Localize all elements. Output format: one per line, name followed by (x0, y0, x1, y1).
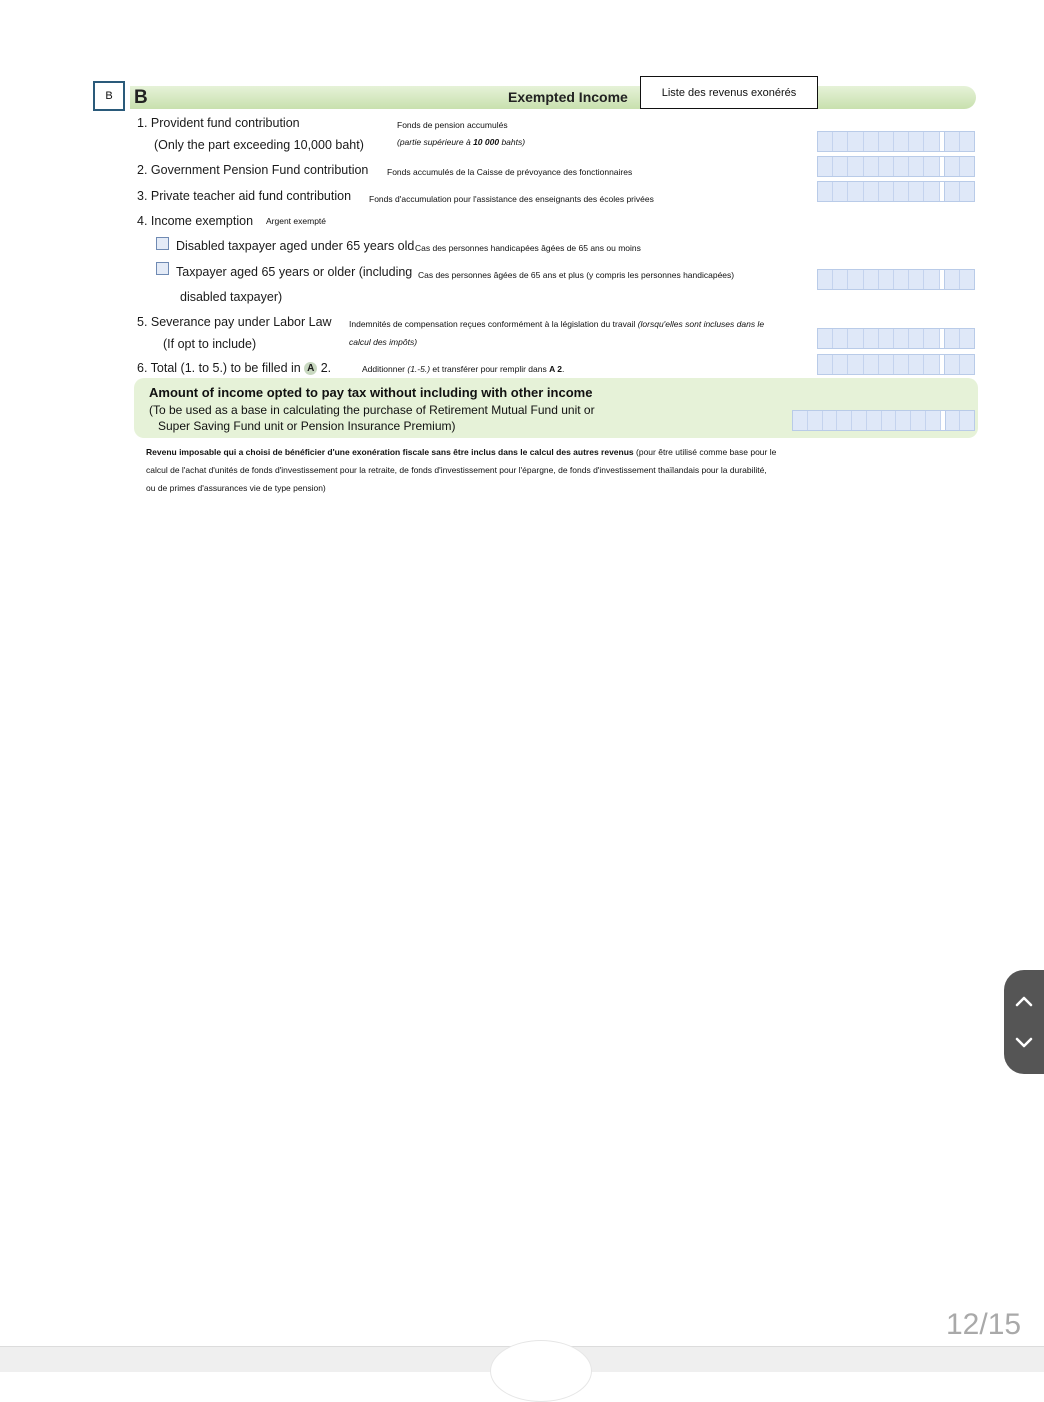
item-6-label: 6. Total (1. to 5.) to be filled in A 2. (137, 361, 332, 375)
item-6-translation: Additionner (1.-5.) et transférer pour remplir dans A 2. (362, 364, 565, 374)
item-4b-sublabel: disabled taxpayer) (180, 290, 283, 304)
item-5-label: 5. Severance pay under Labor Law (137, 315, 332, 329)
section-letter: B (134, 87, 148, 108)
item-4-translation: Argent exempté (266, 216, 327, 226)
chevron-up-icon[interactable] (1014, 991, 1034, 1011)
item-3-amount-field[interactable] (817, 181, 975, 202)
item-1-translation: Fonds de pension accumulés (397, 120, 508, 130)
item-5-translation: Indemnités de compensation reçues conformément à la législation du travail (lorsqu'elles sont incluses dans le (349, 319, 765, 329)
opted-income-translation-line2: calcul de l'achat d'unités de fonds d'investissement pour la retraite, de fonds d'investissement pour l'épargne, de fonds d'investissement thaïlandais pour la durabilité, (146, 465, 767, 475)
section-box-label: B (93, 81, 125, 111)
chevron-down-icon[interactable] (1014, 1033, 1034, 1053)
item-5-sublabel: (If opt to include) (163, 337, 257, 351)
opted-income-note-line2: Super Saving Fund unit or Pension Insurance Premium) (158, 419, 456, 433)
item-1-translation-note: (partie supérieure à 10 000 bahts) (397, 137, 526, 147)
section-title: Exempted Income (508, 89, 628, 105)
item-1-sublabel: (Only the part exceeding 10,000 baht) (154, 138, 364, 152)
opted-income-title: Amount of income opted to pay tax without including with other income (149, 385, 593, 400)
bottom-action-button[interactable] (490, 1340, 592, 1402)
opted-income-note-line1: (To be used as a base in calculating the purchase of Retirement Mutual Fund unit or (149, 403, 595, 417)
item-4-label: 4. Income exemption (137, 214, 254, 228)
opted-income-translation-line3: ou de primes d'assurances vie de type pension) (146, 483, 326, 493)
item-2-translation: Fonds accumulés de la Caisse de prévoyance des fonctionnaires (387, 167, 633, 177)
item-5-translation-cont: calcul des impôts) (349, 337, 418, 347)
item-4b-translation: Cas des personnes âgées de 65 ans et plus (y compris les personnes handicapées) (418, 270, 735, 280)
item-6-total-field[interactable] (817, 354, 975, 375)
item-4b-label: Taxpayer aged 65 years or older (including (176, 265, 413, 279)
opted-income-amount-field[interactable] (792, 410, 975, 431)
item-3-translation: Fonds d'accumulation pour l'assistance des enseignants des écoles privées (369, 194, 654, 204)
item-5-amount-field[interactable] (817, 328, 975, 349)
aged-65-or-older-checkbox[interactable] (156, 262, 169, 275)
page-indicator: 12/15 (946, 1308, 1022, 1341)
item-2-amount-field[interactable] (817, 156, 975, 177)
item-2-label: 2. Government Pension Fund contribution (137, 163, 369, 177)
section-title-translation: Liste des revenus exonérés (640, 76, 818, 109)
item-3-label: 3. Private teacher aid fund contribution (137, 189, 352, 203)
section-a-circle-icon: A (304, 362, 317, 375)
disabled-under-65-checkbox[interactable] (156, 237, 169, 250)
page-scroll-control (1004, 970, 1044, 1074)
opted-income-translation-line1: Revenu imposable qui a choisi de bénéficier d'une exonération fiscale sans être inclus dans le calcul des autres revenus (pour être utilisé comme base pour le (146, 447, 777, 457)
item-4a-translation: Cas des personnes handicapées âgées de 65 ans ou moins (415, 243, 641, 253)
item-1-amount-field[interactable] (817, 131, 975, 152)
item-4-amount-field[interactable] (817, 269, 975, 290)
item-1-label: 1. Provident fund contribution (137, 116, 300, 130)
item-4a-label: Disabled taxpayer aged under 65 years old (176, 239, 415, 253)
